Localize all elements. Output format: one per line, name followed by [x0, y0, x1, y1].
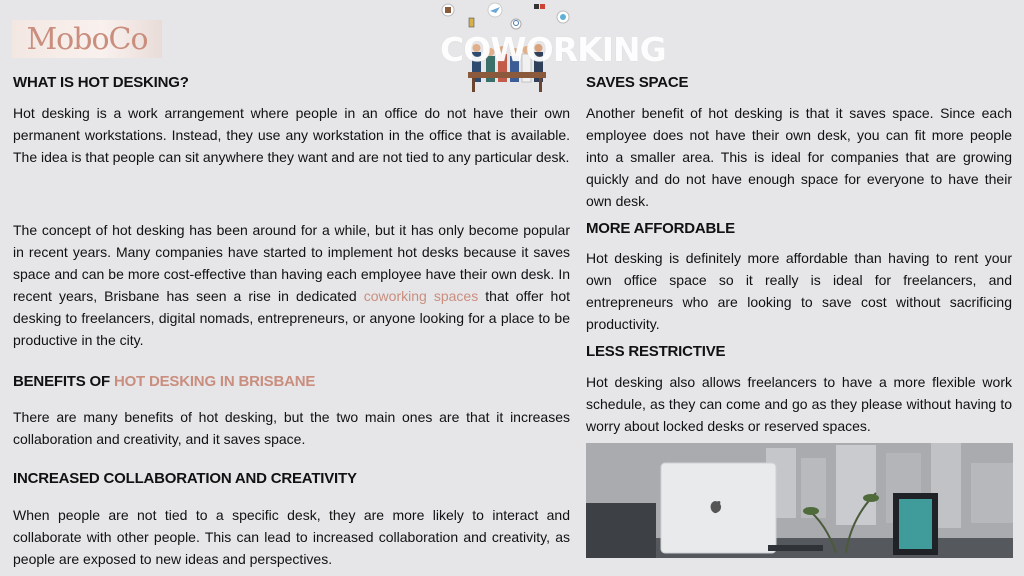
- saves-space-heading: SAVES SPACE: [586, 74, 689, 91]
- what-paragraph-2: [13, 219, 570, 351]
- saves-space-paragraph: Another benefit of hot desking is that it saves space. Since each employee does not have their own desk, you can fit more people into a smaller area. This is ideal for companies that are growing quickly and do not have enough space for everyone to have their own desk.: [586, 105, 1012, 209]
- office-desk-photo: [586, 443, 1013, 558]
- benefits-paragraph: There are many benefits of hot desking, but the two main ones are that it increases collaboration and creativity, and it saves space.: [13, 409, 570, 447]
- collaboration-heading: INCREASED COLLABORATION AND CREATIVITY: [13, 470, 357, 487]
- benefits-heading: [13, 373, 570, 390]
- what-heading: WHAT IS HOT DESKING?: [13, 74, 189, 91]
- what-p2-text-a: The concept of hot desking has been around for a while, but it has only become popular in recent years. Many companies have started to implement hot desks because it saves space and can be more cost-effective than having each employee have their own desk. In recent years, Brisbane has seen a rise in dedicated: [13, 222, 570, 304]
- more-affordable-heading: MORE AFFORDABLE: [586, 220, 735, 237]
- hot-desking-brisbane-link[interactable]: HOT DESKING IN BRISBANE: [113, 373, 316, 390]
- brand-logo-text: MoboCo: [26, 21, 148, 57]
- more-affordable-paragraph: Hot desking is definitely more affordable than having to rent your own office space so it really is ideal for freelancers, and entrepreneurs who are looking to save cost without sacrificing productivity.: [586, 250, 1012, 332]
- collaboration-paragraph: When people are not tied to a specific desk, they are more likely to interact and collaborate with other people. This can lead to increased collaboration and creativity, as people are exposed to new ideas and perspectives.: [13, 507, 570, 567]
- coworking-spaces-link[interactable]: coworking spaces: [363, 288, 479, 304]
- what-p2-text-b: that offer hot desking to freelancers, digital nomads, entrepreneurs, or anyone looking for a place to be productive in the city.: [13, 288, 570, 348]
- coworking-word: COWORKING: [440, 30, 666, 69]
- less-restrictive-paragraph: Hot desking also allows freelancers to have a more flexible work schedule, as they can come and go as they please without having to worry about locked desks or reserved spaces.: [586, 374, 1012, 434]
- less-restrictive-heading: LESS RESTRICTIVE: [586, 343, 726, 360]
- benefits-heading-text: BENEFITS OF: [13, 373, 114, 390]
- what-paragraph-1: Hot desking is a work arrangement where people in an office do not have their own permanent workstations. Instead, they use any workstation in the office that is available. The idea is that people can sit anywhere they want and are not tied to any particular desk.: [13, 105, 570, 165]
- office-scene: [586, 443, 1013, 558]
- brand-logo: [12, 20, 162, 58]
